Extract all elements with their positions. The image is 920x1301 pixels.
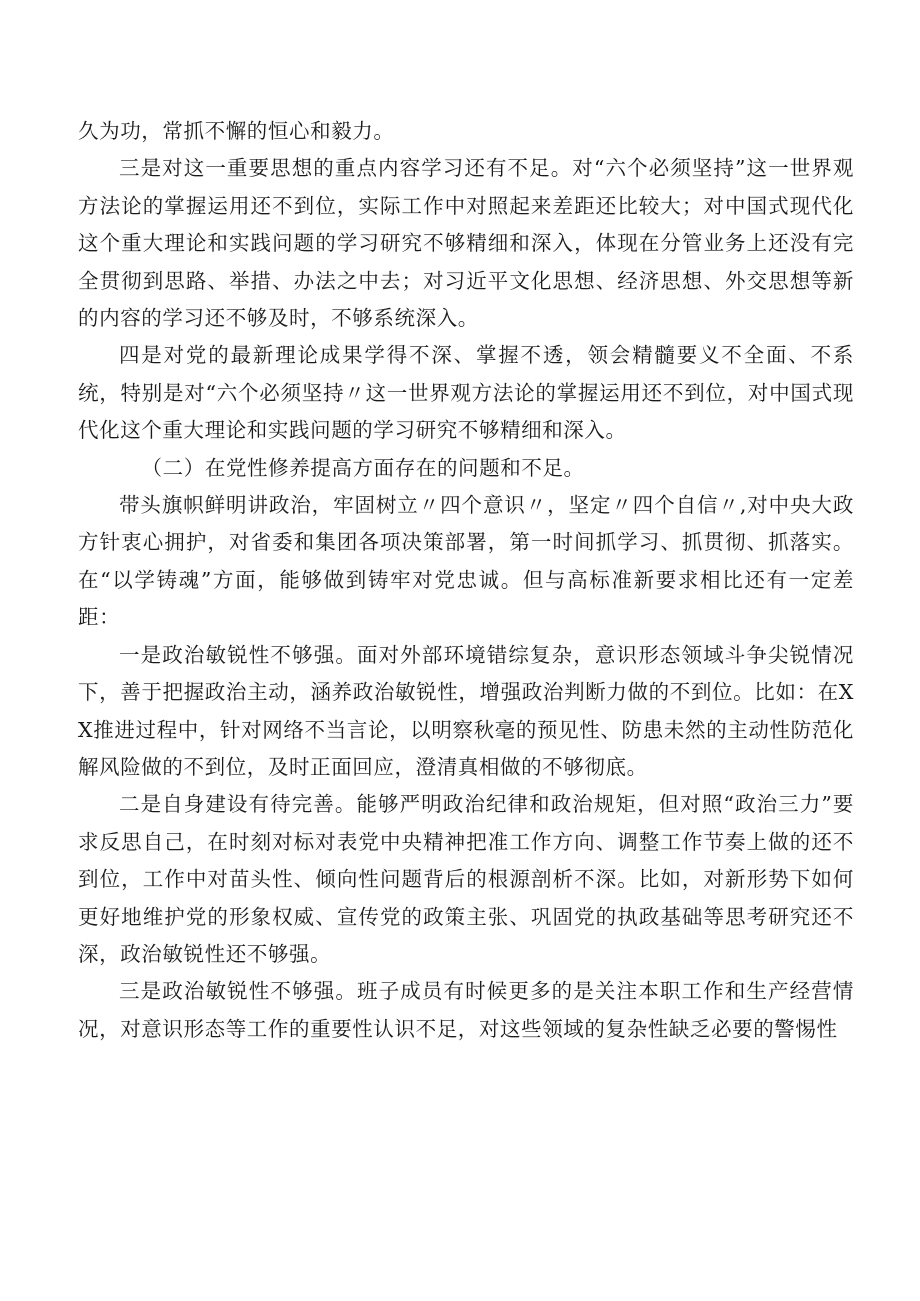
paragraph-politics-intro: 带头旗帜鲜明讲政治，牢固树立〃四个意识〃，坚定〃四个自信〃,对中央大政方针衷心拥护，对省委和集团各项决策部署，第一时间抓学习、抓贯彻、抓落实。在“以学铸魂”方面，能够做到铸牢对党忠诚。但与高标准新要求相比还有一定差距：	[78, 493, 854, 630]
paragraph-point-two-self-building: 二是自身建设有待完善。能够严明政治纪律和政治规矩，但对照“政治三力”要求反思自己，在时刻对标对表党中央精神把准工作方向、调整工作节奏上做的还不到位，工作中对苗头性、倾向性问题背后的根源剖析不深。比如，对新形势下如何更好地维护党的形象权威、宣传党的政策主张、巩固党的执政基础等思考研究还不深，政治敏锐性还不够强。	[78, 792, 854, 966]
paragraph-point-three-sensitivity: 三是政治敏锐性不够强。班子成员有时候更多的是关注本职工作和生产经营情况，对意识形态等工作的重要性认识不足，对这些领域的复杂性缺乏必要的警惕性	[78, 979, 854, 1041]
paragraph-point-three-study: 三是对这一重要思想的重点内容学习还有不足。对“六个必须坚持”这一世界观方法论的掌握运用还不到位，实际工作中对照起来差距还比较大；对中国式现代化这个重大理论和实践问题的学习研究不够精细和深入，体现在分管业务上还没有完全贯彻到思路、举措、办法之中去；对习近平文化思想、经济思想、外交思想等新的内容的学习还不够及时，不够系统深入。	[78, 156, 854, 331]
paragraph-point-one-sensitivity: 一是政治敏锐性不够强。面对外部环境错综复杂，意识形态领域斗争尖锐情况下，善于把握政治主动，涵养政治敏锐性，增强政治判断力做的不到位。比如：在XX推进过程中，针对网络不当言论，以明察秋毫的预见性、防患未然的主动性防范化解风险做的不到位，及时正面回应，澄清真相做的不够彻底。	[78, 642, 854, 779]
document-body	[78, 113, 854, 1048]
paragraph-continuation: 久为功，常抓不懈的恒心和毅力。	[78, 119, 395, 143]
section-heading-party-spirit: （二）在党性修养提高方面存在的问题和不足。	[141, 455, 585, 480]
paragraph-point-four-study: 四是对党的最新理论成果学得不深、掌握不透，领会精髓要义不全面、不系统，特别是对“六个必须坚持〃这一世界观方法论的掌握运用还不到位，对中国式现代化这个重大理论和实践问题的学习研究不够精细和深入。	[78, 343, 854, 443]
